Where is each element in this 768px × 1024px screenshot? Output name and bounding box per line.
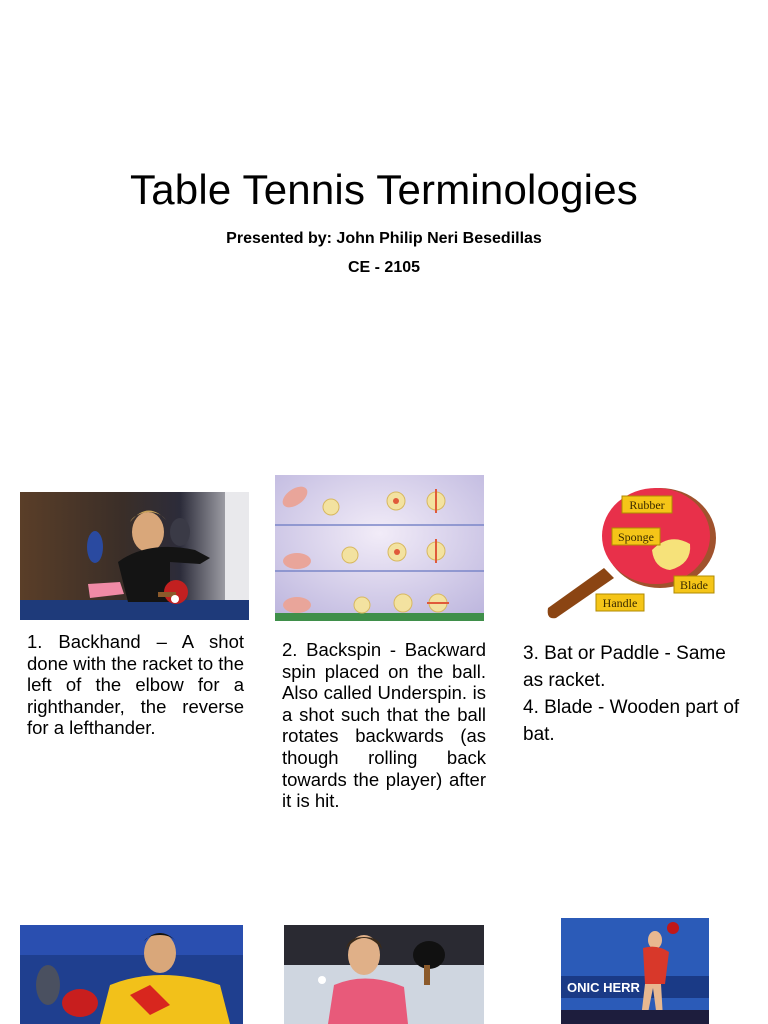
equipment-definitions (523, 640, 743, 748)
backspin-definition: 2. Backspin - Backward spin placed on the ball. Also called Underspin. is a shot such that the ball rotates backwards (as though rolling back towards the player) after it is hit. (282, 639, 486, 812)
presentation-title: Table Tennis Terminologies (130, 166, 638, 213)
backhand-player-photo (20, 492, 249, 620)
backspin-diagram (275, 475, 484, 621)
player-photo-bottom-middle (284, 925, 484, 1024)
backhand-definition: 1. Backhand – A shot done with the racket to the left of the elbow for a righthander, the reverse for a lefthander. (27, 631, 244, 739)
handle-label: Handle (602, 596, 638, 610)
presenter-line: Presented by: John Philip Neri Besedillas (226, 230, 542, 247)
section-line: CE - 2105 (347, 259, 421, 276)
sponge-label: Sponge (618, 530, 654, 544)
arena-banner-text: ONIC HERR (567, 980, 640, 995)
bat-definition: 3. Bat or Paddle - Same as racket. (523, 643, 726, 691)
player-photo-bottom-left (20, 925, 243, 1024)
blade-label: Blade (680, 578, 708, 592)
blade-definition: 4. Blade - Wooden part of bat. (523, 697, 740, 745)
rubber-label: Rubber (629, 498, 665, 512)
paddle-diagram (542, 480, 720, 622)
player-photo-bottom-right (561, 918, 709, 1024)
